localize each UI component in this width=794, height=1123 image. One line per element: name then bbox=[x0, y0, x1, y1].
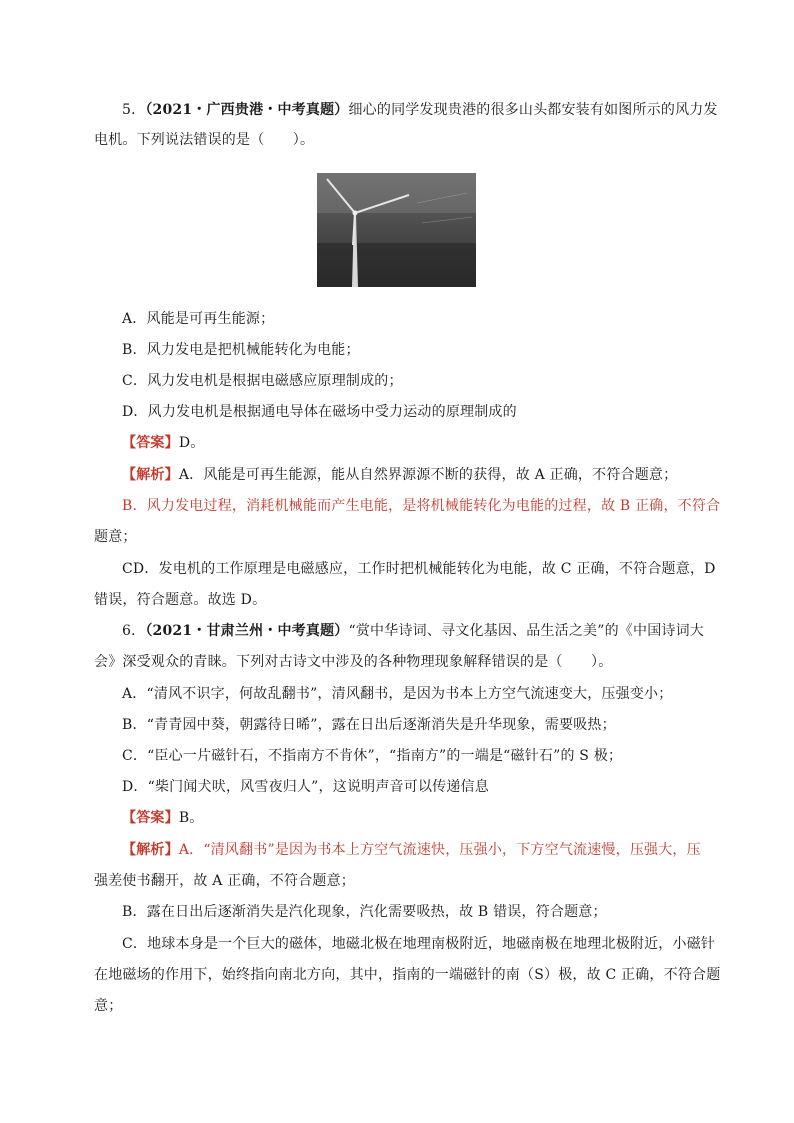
q6-analysis-line-4: C．地球本身是一个巨大的磁体，地磁北极在地理南极附近，地磁南极在地理北极附近，小磁针 bbox=[122, 936, 716, 952]
q5-analysis-line-4: CD．发电机的工作原理是电磁感应，工作时把机械能转化为电能，故 C 正确，不符合题意，D bbox=[122, 561, 716, 577]
q6-answer-tag: 【答案】 bbox=[122, 810, 179, 826]
q5-option-c: C．风力发电机是根据电磁感应原理制成的； bbox=[122, 373, 403, 389]
q5-option-b: B．风力发电是把机械能转化为电能； bbox=[122, 342, 360, 358]
q5-analysis-line-3: 题意； bbox=[94, 529, 137, 545]
q6-option-a: A．“清风不识字，何故乱翻书”，清风翻书，是因为书本上方空气流速变大，压强变小； bbox=[122, 686, 673, 702]
q6-answer-line bbox=[122, 808, 732, 828]
q5-analysis-line-1 bbox=[122, 465, 732, 485]
q6-option-c: C．“臣心一片磁针石，不指南方不肯休”，“指南方”的一端是“磁针石”的 S 极； bbox=[122, 748, 623, 764]
q5-answer-tag: 【答案】 bbox=[122, 435, 179, 451]
q6-option-d: D．“柴门闻犬吠，风雪夜归人”，这说明声音可以传递信息 bbox=[122, 779, 489, 795]
q6-source: （2021・甘肃兰州・中考真题） bbox=[145, 623, 349, 639]
q6-analysis-text-1: A．“清风翻书”是因为书本上方空气流速快，压强小，下方空气流速慢，压强大，压 bbox=[178, 842, 701, 858]
q5-source: （2021・广西贵港・中考真题） bbox=[145, 102, 349, 118]
q6-stem-line-2: 会》深受观众的青睐。下列对古诗文中涉及的各种物理现象解释错误的是（ ）。 bbox=[94, 654, 613, 670]
q5-option-d: D．风力发电机是根据通电导体在磁场中受力运动的原理制成的 bbox=[122, 404, 517, 420]
q6-number: 6． bbox=[122, 623, 146, 639]
q6-analysis-line-3: B．露在日出后逐渐消失是汽化现象，汽化需要吸热，故 B 错误，符合题意； bbox=[122, 904, 607, 920]
q6-stem-text-1: “赏中华诗词、寻文化基因、品生活之美”的《中国诗词大 bbox=[348, 623, 704, 639]
wind-turbine-icon bbox=[317, 173, 476, 287]
q5-stem-line-1 bbox=[122, 100, 732, 120]
q5-analysis-line-5: 错误，符合题意。故选 D。 bbox=[94, 592, 267, 608]
q5-analysis-text-1: A．风能是可再生能源，能从自然界源源不断的获得，故 A 正确，不符合题意； bbox=[178, 467, 678, 483]
q6-option-b: B．“青青园中葵，朝露待日晞”，露在日出后逐渐消失是升华现象，需要吸热； bbox=[122, 717, 616, 733]
q6-analysis-line-1 bbox=[122, 840, 732, 860]
wind-turbine-photo bbox=[317, 173, 476, 287]
q5-analysis-line-2: B．风力发电过程，消耗机械能而产生电能，是将机械能转化为电能的过程，故 B 正确，不符合 bbox=[122, 498, 721, 514]
q5-stem-line-2: 电机。下列说法错误的是（ ）。 bbox=[94, 132, 315, 148]
q5-analysis-tag: 【解析】 bbox=[122, 467, 179, 483]
q5-stem-text-1: 细心的同学发现贵港的很多山头都安装有如图所示的风力发 bbox=[348, 102, 718, 118]
q5-answer-line bbox=[122, 433, 732, 453]
q6-stem-line-1 bbox=[122, 621, 732, 641]
q6-answer-value: B。 bbox=[178, 810, 204, 826]
q5-option-a: A．风能是可再生能源； bbox=[122, 311, 275, 327]
q6-analysis-line-2: 强差使书翻开，故 A 正确，不符合题意； bbox=[94, 873, 356, 889]
q5-answer-value: D。 bbox=[178, 435, 205, 451]
q6-analysis-line-5: 在地磁场的作用下，始终指向南北方向，其中，指南的一端磁针的南（S）极，故 C 正确，不符合题 bbox=[94, 967, 721, 983]
q6-analysis-tag: 【解析】 bbox=[122, 842, 179, 858]
q6-analysis-line-6: 意； bbox=[94, 998, 123, 1014]
q5-number: 5． bbox=[122, 102, 146, 118]
